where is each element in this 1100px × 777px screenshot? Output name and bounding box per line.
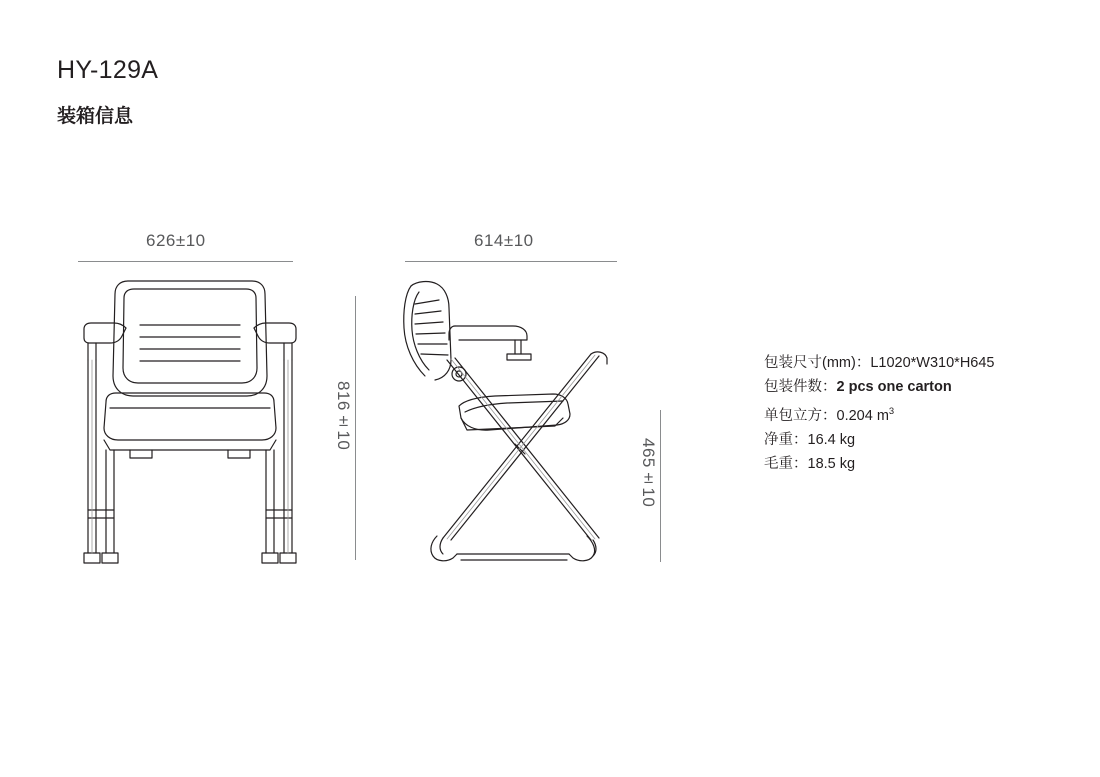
spec-key: 净重： (764, 431, 808, 448)
side-height-label: 465±10 (639, 438, 658, 508)
spec-row (764, 399, 994, 428)
spec-key: 包装尺寸(mm)： (764, 355, 871, 371)
spec-value: 0.204 m (836, 407, 889, 424)
spec-value: 16.4 kg (807, 431, 856, 448)
spec-row (764, 452, 994, 476)
side-width-rule (405, 261, 617, 262)
spec-row (764, 428, 994, 452)
side-width-label: 614±10 (474, 231, 534, 250)
chair-front-view-drawing (70, 268, 310, 573)
spec-key: 包装件数： (764, 379, 837, 395)
spec-key: 毛重： (764, 455, 808, 472)
front-width-label: 626±10 (146, 231, 206, 250)
spec-value-superscript: 3 (888, 405, 895, 416)
spec-row (764, 351, 994, 375)
spec-key: 单包立方： (764, 407, 837, 424)
section-heading: 装箱信息 (57, 106, 134, 127)
side-height-rule (660, 410, 661, 562)
spec-value: 18.5 kg (807, 455, 856, 472)
front-height-label: 816±10 (334, 381, 353, 451)
page-title: HY-129A (57, 56, 159, 84)
packing-spec-list (764, 351, 994, 476)
spec-row (764, 375, 994, 399)
spec-value: L1020*W310*H645 (870, 355, 995, 371)
spec-value: 2 pcs one carton (836, 379, 952, 395)
front-height-rule (355, 296, 356, 560)
front-width-rule (78, 261, 293, 262)
chair-side-view-drawing (395, 268, 630, 573)
